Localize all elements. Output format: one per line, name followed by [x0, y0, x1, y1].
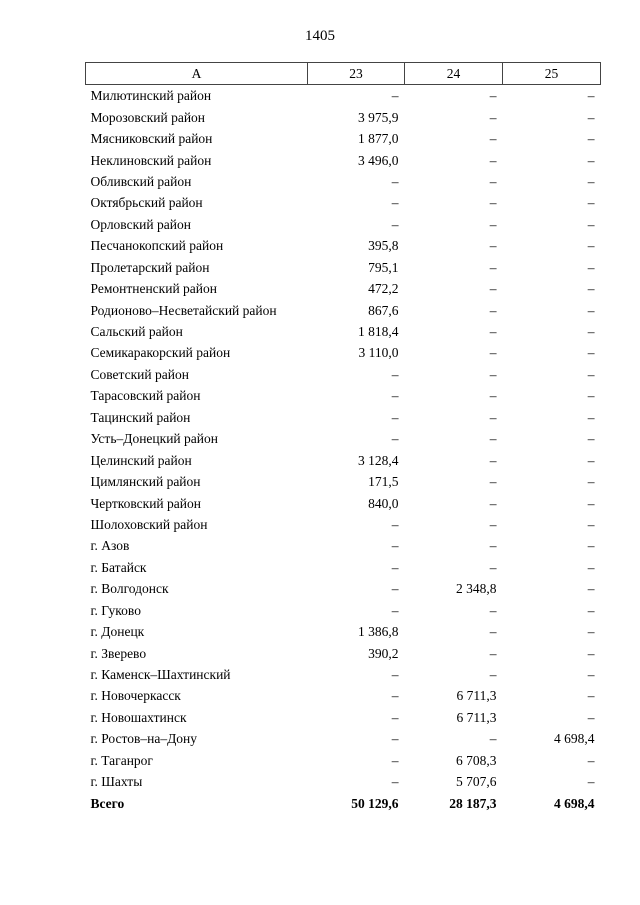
value-cell-col-24: –	[489, 431, 497, 447]
table-row	[86, 149, 601, 170]
table-row	[86, 192, 601, 213]
value-cell-col-23: 1 386,8	[358, 624, 399, 640]
value-cell-col-24: –	[489, 409, 497, 425]
value-cell-col-24: –	[489, 324, 497, 340]
table-row	[86, 557, 601, 578]
table-row	[86, 449, 601, 470]
value-cell-col-24: –	[489, 602, 497, 618]
row-label-cell: Октябрьский район	[90, 195, 203, 211]
table-row	[86, 171, 601, 192]
row-label-cell: г. Донецк	[90, 624, 145, 640]
row-label-cell: Тацинский район	[90, 409, 191, 425]
value-cell-col-23: 390,2	[368, 645, 399, 661]
value-cell-col-23: –	[391, 559, 399, 575]
value-cell-col-25: –	[587, 388, 595, 404]
table-row	[86, 278, 601, 299]
value-cell-col-25: –	[587, 238, 595, 254]
value-cell-col-23: 3 975,9	[358, 109, 399, 125]
value-cell-col-25: 4 698,4	[554, 795, 595, 811]
value-cell-col-25: –	[587, 302, 595, 318]
row-label-cell: Чертковский район	[90, 495, 201, 511]
row-label-cell: г. Батайск	[90, 559, 147, 575]
value-cell-col-24: –	[489, 259, 497, 275]
value-cell-col-25: –	[587, 624, 595, 640]
value-cell-col-25: –	[587, 281, 595, 297]
value-cell-col-23: 171,5	[368, 474, 399, 490]
table-row	[86, 492, 601, 513]
value-cell-col-25: –	[587, 581, 595, 597]
value-cell-col-25: –	[587, 602, 595, 618]
value-cell-col-23: –	[391, 602, 399, 618]
value-cell-col-23: 795,1	[368, 259, 399, 275]
value-cell-col-24: 6 711,3	[456, 709, 497, 725]
row-label-cell: г. Новочеркасск	[90, 688, 181, 704]
value-cell-col-24: 28 187,3	[449, 795, 497, 811]
table-header	[86, 63, 601, 85]
table-row	[86, 471, 601, 492]
table-row	[86, 621, 601, 642]
table-row	[86, 214, 601, 235]
value-cell-col-25: –	[587, 345, 595, 361]
table-row	[86, 707, 601, 728]
row-label-cell: Милютинский район	[90, 88, 212, 104]
value-cell-col-24: –	[489, 495, 497, 511]
value-cell-col-24: –	[489, 195, 497, 211]
value-cell-col-23: 3 496,0	[358, 152, 399, 168]
table-row	[86, 771, 601, 792]
row-label-cell: Песчанокопский район	[90, 238, 224, 254]
value-cell-col-25: 4 698,4	[554, 731, 595, 747]
table-row	[86, 407, 601, 428]
row-label-cell: г. Каменск–Шахтинский	[90, 667, 231, 683]
value-cell-col-23: –	[391, 581, 399, 597]
table-row	[86, 321, 601, 342]
row-label-cell: Цимлянский район	[90, 474, 201, 490]
table-row	[86, 728, 601, 749]
value-cell-col-25: –	[587, 667, 595, 683]
value-cell-col-23: 50 129,6	[351, 795, 399, 811]
value-cell-col-25: –	[587, 131, 595, 147]
value-cell-col-25: –	[587, 452, 595, 468]
value-cell-col-25: –	[587, 324, 595, 340]
table-row	[86, 128, 601, 149]
value-cell-col-23: –	[391, 173, 399, 189]
value-cell-col-23: –	[391, 538, 399, 554]
value-cell-col-25: –	[587, 216, 595, 232]
table-row	[86, 514, 601, 535]
value-cell-col-25: –	[587, 709, 595, 725]
value-cell-col-24: –	[489, 109, 497, 125]
row-label-cell: Орловский район	[90, 216, 191, 232]
row-label-cell: г. Гуково	[90, 602, 141, 618]
value-cell-col-24: –	[489, 152, 497, 168]
table-row	[86, 642, 601, 663]
value-cell-col-25: –	[587, 774, 595, 790]
value-cell-col-23: –	[391, 216, 399, 232]
row-label-cell: Сальский район	[90, 324, 183, 340]
row-label-cell: Усть–Донецкий район	[90, 431, 218, 447]
header-cell-a: А	[86, 63, 308, 85]
value-cell-col-23: –	[391, 409, 399, 425]
page-number: 1405	[305, 28, 335, 44]
value-cell-col-24: –	[489, 345, 497, 361]
value-cell-col-25: –	[587, 173, 595, 189]
value-cell-col-24: 5 707,6	[456, 774, 497, 790]
value-cell-col-23: –	[391, 88, 399, 104]
row-label-cell: Обливский район	[90, 173, 192, 189]
row-label-cell: Мясниковский район	[90, 131, 213, 147]
table-row	[86, 578, 601, 599]
value-cell-col-23: 472,2	[368, 281, 399, 297]
value-cell-col-24: –	[489, 281, 497, 297]
table-row	[86, 385, 601, 406]
value-cell-col-23: –	[391, 516, 399, 532]
table-row	[86, 299, 601, 320]
value-cell-col-23: –	[391, 667, 399, 683]
value-cell-col-24: –	[489, 452, 497, 468]
row-label-cell: г. Волгодонск	[90, 581, 169, 597]
table-row	[86, 535, 601, 556]
value-cell-col-23: –	[391, 688, 399, 704]
value-cell-col-25: –	[587, 516, 595, 532]
row-label-cell: Целинский район	[90, 452, 192, 468]
value-cell-col-24: 2 348,8	[456, 581, 497, 597]
value-cell-col-23: 3 128,4	[358, 452, 399, 468]
table-row	[86, 664, 601, 685]
value-cell-col-25: –	[587, 645, 595, 661]
row-label-cell: г. Азов	[90, 538, 130, 554]
row-label-cell: г. Зверево	[90, 645, 147, 661]
value-cell-col-23: 3 110,0	[358, 345, 399, 361]
value-cell-col-25: –	[587, 538, 595, 554]
row-label-cell: Морозовский район	[90, 109, 206, 125]
row-label-cell: Пролетарский район	[90, 259, 210, 275]
value-cell-col-24: –	[489, 131, 497, 147]
data-table	[85, 62, 601, 814]
value-cell-col-24: 6 708,3	[456, 752, 497, 768]
header-cell-24: 24	[405, 63, 503, 85]
value-cell-col-23: –	[391, 774, 399, 790]
value-cell-col-24: –	[489, 216, 497, 232]
row-label-cell: Семикаракорский район	[90, 345, 231, 361]
value-cell-col-23: 867,6	[368, 302, 399, 318]
row-label-cell: Неклиновский район	[90, 152, 212, 168]
header-row	[86, 63, 601, 85]
total-row	[86, 792, 601, 813]
value-cell-col-25: –	[587, 109, 595, 125]
row-label-cell: г. Таганрог	[90, 752, 153, 768]
header-cell-23: 23	[308, 63, 405, 85]
value-cell-col-24: 6 711,3	[456, 688, 497, 704]
row-label-cell: Тарасовский район	[90, 388, 201, 404]
table-row	[86, 364, 601, 385]
value-cell-col-25: –	[587, 152, 595, 168]
value-cell-col-24: –	[489, 302, 497, 318]
table-body	[86, 85, 601, 814]
table-row	[86, 428, 601, 449]
value-cell-col-23: –	[391, 388, 399, 404]
value-cell-col-23: 1 818,4	[358, 324, 399, 340]
value-cell-col-25: –	[587, 366, 595, 382]
table-row	[86, 257, 601, 278]
value-cell-col-25: –	[587, 474, 595, 490]
header-cell-25: 25	[503, 63, 601, 85]
value-cell-col-24: –	[489, 538, 497, 554]
value-cell-col-24: –	[489, 645, 497, 661]
value-cell-col-25: –	[587, 409, 595, 425]
value-cell-col-24: –	[489, 238, 497, 254]
row-label-cell: г. Ростов–на–Дону	[90, 731, 198, 747]
value-cell-col-25: –	[587, 431, 595, 447]
value-cell-col-24: –	[489, 516, 497, 532]
table-row	[86, 235, 601, 256]
value-cell-col-25: –	[587, 88, 595, 104]
value-cell-col-25: –	[587, 495, 595, 511]
table-row	[86, 600, 601, 621]
value-cell-col-24: –	[489, 173, 497, 189]
value-cell-col-23: 1 877,0	[358, 131, 399, 147]
row-label-cell: Советский район	[90, 366, 189, 382]
row-label-cell: Шолоховский район	[90, 516, 208, 532]
value-cell-col-23: –	[391, 709, 399, 725]
row-label-cell: Ремонтненский район	[90, 281, 217, 297]
value-cell-col-23: –	[391, 195, 399, 211]
value-cell-col-24: –	[489, 474, 497, 490]
value-cell-col-24: –	[489, 388, 497, 404]
value-cell-col-24: –	[489, 667, 497, 683]
table-row	[86, 685, 601, 706]
value-cell-col-23: –	[391, 731, 399, 747]
table-row	[86, 750, 601, 771]
value-cell-col-25: –	[587, 688, 595, 704]
row-label-cell: Родионово–Несветайский район	[90, 302, 277, 318]
value-cell-col-23: 395,8	[368, 238, 399, 254]
value-cell-col-23: 840,0	[368, 495, 399, 511]
value-cell-col-25: –	[587, 559, 595, 575]
row-label-cell: Всего	[90, 795, 125, 811]
table-row	[86, 85, 601, 107]
value-cell-col-23: –	[391, 752, 399, 768]
row-label-cell: г. Новошахтинск	[90, 709, 187, 725]
value-cell-col-25: –	[587, 195, 595, 211]
table-row	[86, 106, 601, 127]
value-cell-col-23: –	[391, 431, 399, 447]
value-cell-col-23: –	[391, 366, 399, 382]
row-label-cell: г. Шахты	[90, 774, 143, 790]
value-cell-col-24: –	[489, 624, 497, 640]
value-cell-col-24: –	[489, 559, 497, 575]
value-cell-col-24: –	[489, 731, 497, 747]
value-cell-col-25: –	[587, 259, 595, 275]
table-row	[86, 342, 601, 363]
value-cell-col-24: –	[489, 366, 497, 382]
value-cell-col-24: –	[489, 88, 497, 104]
value-cell-col-25: –	[587, 752, 595, 768]
